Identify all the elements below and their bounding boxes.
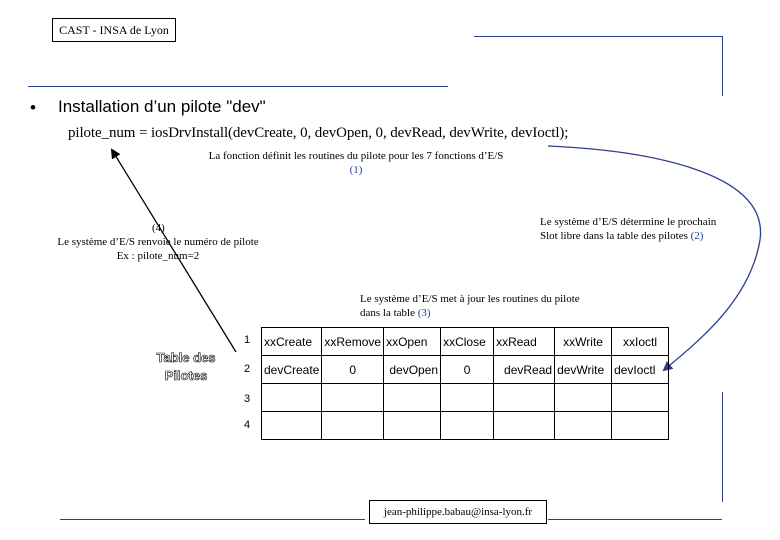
note-1-number: (1) bbox=[349, 164, 363, 176]
table-row bbox=[262, 328, 669, 356]
table-cell bbox=[555, 412, 612, 440]
table-cell: xxIoctl bbox=[612, 328, 669, 356]
table-cell bbox=[612, 412, 669, 440]
note-4-number: (4) bbox=[152, 222, 165, 234]
table-cell bbox=[441, 412, 494, 440]
table-cell bbox=[494, 412, 555, 440]
table-cell: xxRead bbox=[494, 328, 555, 356]
note-4-line1: Le système d’E/S renvoie le numéro de pilote bbox=[57, 236, 259, 248]
arrow-4 bbox=[112, 150, 236, 352]
row-index-3: 3 bbox=[243, 393, 251, 405]
title-bullet: • bbox=[30, 98, 36, 117]
table-cell: xxWrite bbox=[555, 328, 612, 356]
table-cell bbox=[384, 384, 441, 412]
row-index-4: 4 bbox=[243, 419, 251, 431]
table-cell: devRead bbox=[494, 356, 555, 384]
note-3-line2-text: dans la table bbox=[360, 307, 418, 319]
table-cell bbox=[322, 384, 384, 412]
table-cell bbox=[322, 412, 384, 440]
table-cell: 0 bbox=[322, 356, 384, 384]
table-cell: devIoctl bbox=[612, 356, 669, 384]
note-3-number: (3) bbox=[417, 307, 431, 319]
note-1-text: La fonction définit les routines du pilote pour les 7 fonctions d’E/S bbox=[208, 150, 504, 162]
header-label: CAST - INSA de Lyon bbox=[52, 18, 176, 42]
note-4-line2: Ex : pilote_num=2 bbox=[116, 250, 200, 262]
table-cell: devOpen bbox=[384, 356, 441, 384]
table-cell bbox=[262, 384, 322, 412]
note-2-line2-text: Slot libre dans la table des pilotes bbox=[540, 230, 691, 242]
note-2-line1: Le système d’E/S détermine le prochain bbox=[540, 216, 717, 228]
table-row bbox=[262, 356, 669, 384]
table-cell: xxRemove bbox=[322, 328, 384, 356]
table-cell: devCreate bbox=[262, 356, 322, 384]
table-label-line2: Pilotes bbox=[164, 368, 208, 383]
table-cell bbox=[555, 384, 612, 412]
note-2-number: (2) bbox=[690, 230, 704, 242]
table-row bbox=[262, 412, 669, 440]
driver-table bbox=[261, 327, 669, 440]
table-label bbox=[146, 349, 226, 385]
row-index-1: 1 bbox=[243, 334, 251, 346]
table-cell bbox=[441, 384, 494, 412]
table-cell: 0 bbox=[441, 356, 494, 384]
table-cell bbox=[262, 412, 322, 440]
code-line: pilote_num = iosDrvInstall(devCreate, 0, devOpen, 0, devRead, devWrite, devIoctl); bbox=[68, 125, 569, 141]
table-cell: devWrite bbox=[555, 356, 612, 384]
slide-title: Installation d’un pilote "dev" bbox=[58, 97, 266, 116]
row-index-2: 2 bbox=[243, 363, 251, 375]
table-cell: xxOpen bbox=[384, 328, 441, 356]
table-cell bbox=[494, 384, 555, 412]
table-cell: xxCreate bbox=[262, 328, 322, 356]
table-cell bbox=[612, 384, 669, 412]
table-row bbox=[262, 384, 669, 412]
note-3-line1: Le système d’E/S met à jour les routines du pilote bbox=[360, 293, 580, 305]
table-label-line1: Table des bbox=[156, 350, 216, 365]
table-cell: xxClose bbox=[441, 328, 494, 356]
footer-email: jean-philippe.babau@insa-lyon.fr bbox=[369, 500, 547, 524]
table-cell bbox=[384, 412, 441, 440]
